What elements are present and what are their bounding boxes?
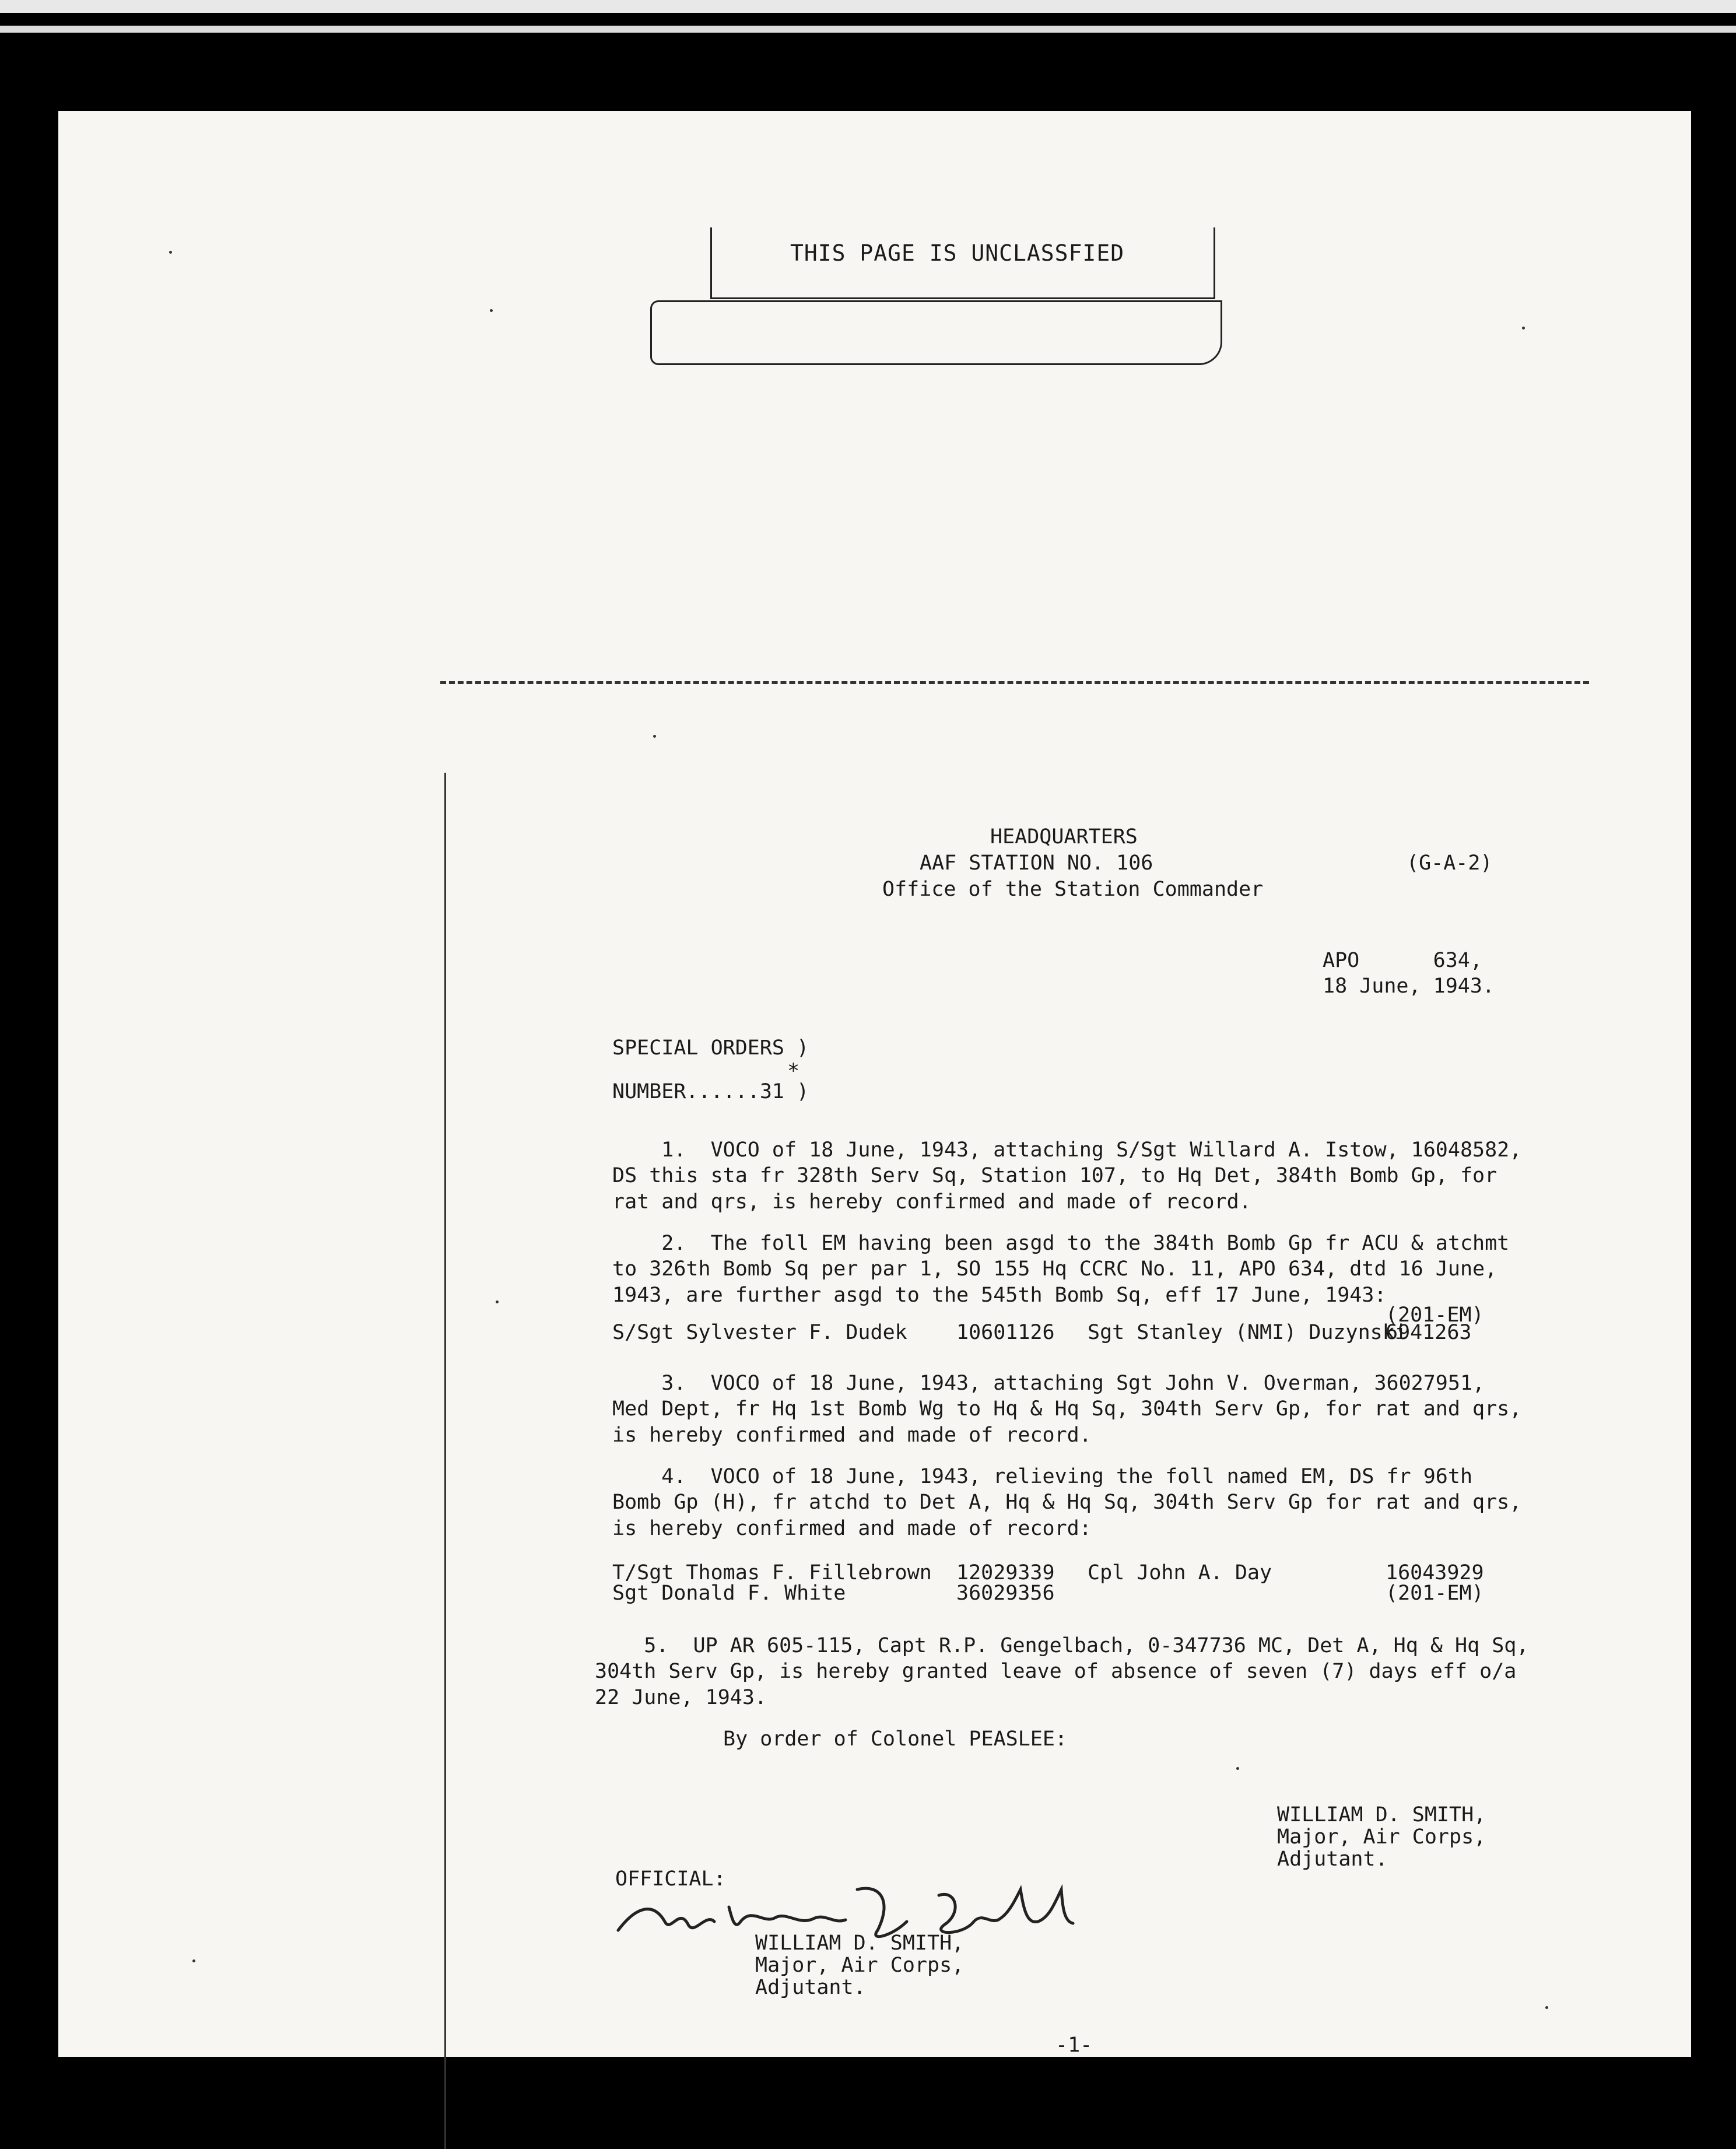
para2-name-2: Sgt Stanley (NMI) Duzynski [1088,1321,1407,1344]
scan-speck [490,309,493,312]
para2-serial-1: 10601126 [956,1321,1055,1344]
para2-note: (201-EM) [1386,1303,1484,1327]
page-number: -1- [1055,2034,1093,2057]
document-page [58,111,1691,2057]
para4-name-2: Cpl John A. Day [1088,1561,1272,1584]
asterisk-mark: * [787,1060,800,1083]
apo-number: APO 634, [1323,949,1482,972]
paragraph-2: 2. The foll EM having been asgd to the 384th Bomb Gp fr ACU & atchmt to 326th Bomb Sq per par 1, SO 155 Hq CCRC No. 11, APO 634, dtd 16 June, 1943, are further asgd to the 545th Bomb Sq, eff 17 June, 1943: [612,1232,1510,1307]
para2-serial-2: 6941263 [1386,1321,1472,1344]
paragraph-1: 1. VOCO of 18 June, 1943, attaching S/Sgt Willard A. Istow, 16048582, DS this sta fr 328th Serv Sq, Station 107, to Hq Det, 384th Bomb Gp, for rat and qrs, is hereby confirmed and made of record. [612,1138,1522,1214]
official-name: WILLIAM D. SMITH, [755,1931,965,1955]
document-code: (G-A-2) [1407,851,1493,875]
scan-speck [1236,1767,1239,1770]
signatory-rank: Major, Air Corps, [1277,1825,1486,1849]
para4-serial-3: 36029356 [956,1582,1055,1605]
official-rank: Major, Air Corps, [755,1954,965,1977]
by-order-line: By order of Colonel PEASLEE: [723,1727,1068,1751]
special-orders-number: NUMBER......31 ) [612,1080,809,1103]
signatory-name: WILLIAM D. SMITH, [1277,1803,1486,1827]
official-title: Adjutant. [755,1976,866,1999]
official-label: OFFICIAL: [615,1867,726,1891]
scan-speck [192,1959,195,1962]
para4-name-3: Sgt Donald F. White [612,1582,846,1605]
heading-office: Office of the Station Commander [882,878,1264,901]
scan-speck [1522,327,1525,329]
para2-name-1: S/Sgt Sylvester F. Dudek [612,1321,907,1344]
para4-note: (201-EM) [1386,1582,1484,1605]
document-date: 18 June, 1943. [1323,974,1495,998]
heading-headquarters: HEADQUARTERS [990,825,1138,849]
paragraph-3: 3. VOCO of 18 June, 1943, attaching Sgt John V. Overman, 36027951, Med Dept, fr Hq 1st Bomb Wg to Hq & Hq Sq, 304th Serv Gp, for rat and qrs, is hereby confirmed and made of record. [612,1372,1522,1447]
scan-border-top [0,0,1736,13]
classification-banner: THIS PAGE IS UNCLASSFIED [790,240,1125,266]
special-orders-label: SPECIAL ORDERS ) [612,1036,809,1060]
scan-speck [1545,2006,1548,2009]
scan-speck [496,1300,499,1303]
signatory-title: Adjutant. [1277,1847,1388,1871]
scan-speck [169,251,172,254]
paragraph-4: 4. VOCO of 18 June, 1943, relieving the foll named EM, DS fr 96th Bomb Gp (H), fr atchd to Det A, Hq & Hq Sq, 304th Serv Gp for rat and qrs, is hereby confirmed and made of record: [612,1465,1522,1540]
margin-line [444,773,446,2149]
para4-serial-1: 12029339 [956,1561,1055,1584]
para4-name-1: T/Sgt Thomas F. Fillebrown [612,1561,932,1584]
scan-border-rule [0,26,1736,33]
heading-station: AAF STATION NO. 106 [920,851,1153,875]
scan-speck [653,735,656,738]
fold-line [440,681,1589,684]
classification-flap [650,300,1222,365]
para4-serial-2: 16043929 [1386,1561,1484,1584]
paragraph-5: 5. UP AR 605-115, Capt R.P. Gengelbach, 0-347736 MC, Det A, Hq & Hq Sq, 304th Serv Gp, is hereby granted leave of absence of seven (7) days eff o/a 22 June, 1943. [595,1634,1529,1709]
